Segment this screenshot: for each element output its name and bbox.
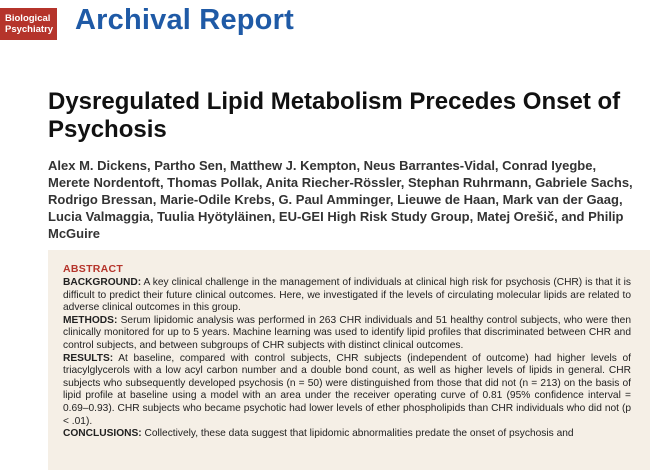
results-label: RESULTS: <box>63 352 114 364</box>
article-type-heading: Archival Report <box>75 4 294 36</box>
methods-text: Serum lipidomic analysis was performed in 263 CHR individuals and 51 healthy control subjects, who were then clinically monitored for up to 5 years. Machine learning was used to identify lipid profiles that discriminated between CHR and control subjects, and between subgroups of CHR subjects with distinct clinical outcomes. <box>63 314 631 351</box>
background-text: A key clinical challenge in the management of individuals at clinical high risk for psychosis (CHR) is that it is difficult to predict their future clinical outcomes. Here, we investigated if the levels of circulating molecular lipids are related to adverse clinical outcomes in this group. <box>63 277 631 314</box>
methods-label: METHODS: <box>63 314 118 326</box>
abstract-methods <box>63 315 631 353</box>
author-list: Alex M. Dickens, Partho Sen, Matthew J. Kempton, Neus Barrantes-Vidal, Conrad Iyegbe, Merete Nordentoft, Thomas Pollak, Anita Riecher-Rössler, Stephan Ruhrmann, Gabriele Sachs, Rodrigo Bressan, Marie-Odile Krebs, G. Paul Amminger, Lieuwe de Haan, Mark van der Gaag, Lucia Valmaggia, Tuulia Hyötyläinen, EU-GEI High Risk Study Group, Matej Orešič, and Philip McGuire <box>48 158 633 241</box>
article-title: Dysregulated Lipid Metabolism Precedes Onset of Psychosis <box>48 88 621 143</box>
abstract-body <box>63 277 631 441</box>
conclusions-text: Collectively, these data suggest that lipidomic abnormalities predate the onset of psychosis and <box>141 428 574 440</box>
journal-name-line2: Psychiatry <box>5 24 54 35</box>
abstract-conclusions <box>63 428 631 441</box>
journal-badge <box>0 8 57 40</box>
abstract-results <box>63 353 631 429</box>
journal-name-line1: Biological <box>5 13 51 24</box>
conclusions-label: CONCLUSIONS: <box>63 428 142 440</box>
abstract-heading: ABSTRACT <box>63 263 124 275</box>
results-text: At baseline, compared with control subjects, CHR subjects (independent of outcome) had higher levels of triacylglycerols with a low acyl carbon number and a double bond count, as well as higher levels of lipids in general. CHR subjects who subsequently developed psychosis (n = 50) were distinguished from those that did not (n = 213) on the basis of lipid profile at baseline using a model with an area under the receiver operating curve of 0.81 (95% confidence interval = 0.69–0.93). CHR subjects who became psychotic had lower levels of ether phospholipids than CHR individuals who did not (p < .01). <box>63 352 631 427</box>
background-label: BACKGROUND: <box>63 277 142 288</box>
abstract-background <box>63 277 631 315</box>
